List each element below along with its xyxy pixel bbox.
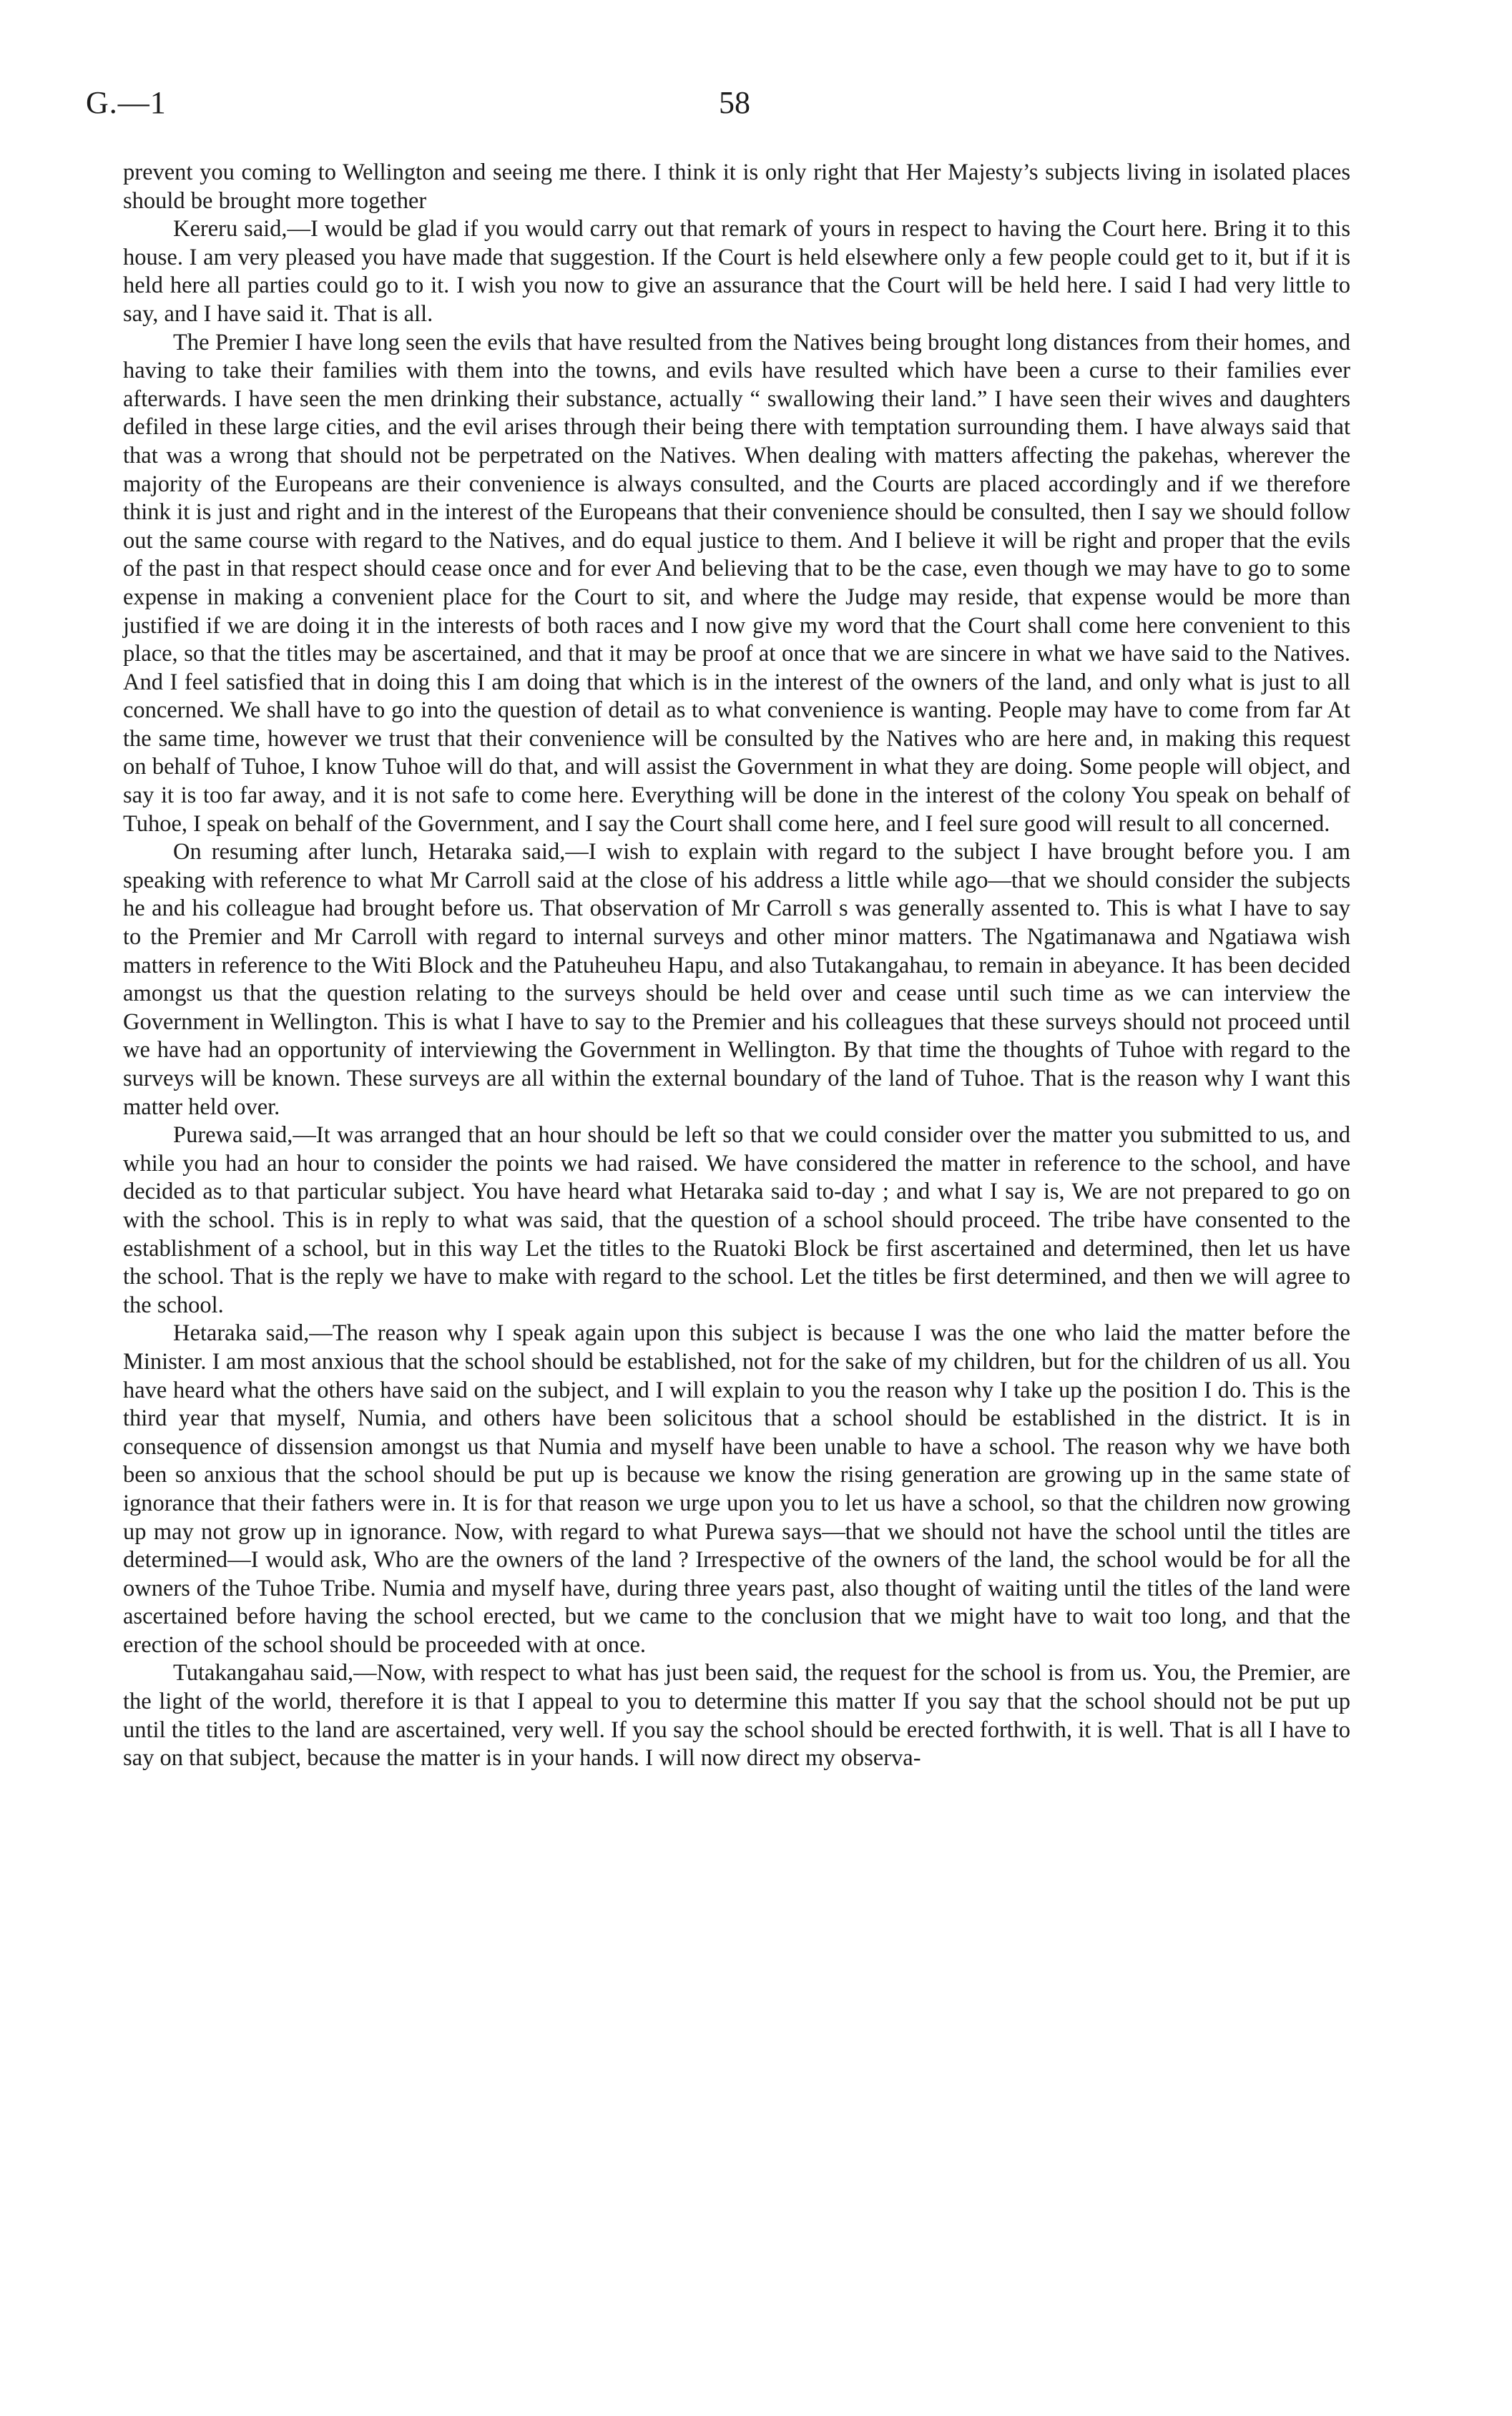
paragraph-kereru: Kereru said,—I would be glad if you would carry out that remark of yours in respect to having the Court here. Bring it to this house. I am very pleased you have made that suggestion. If the Court is held elsewhere only a few people could get to it, but if it is held here all parties could go to it. I wish you now to give an assurance that the Court will be held here. I said I had very little to say, and I have said it. That is all. <box>123 216 1350 327</box>
paragraph-hetaraka-school: Hetaraka said,—The reason why I speak again upon this subject is because I was the one who laid the matter before the Minister. I am most anxious that the school should be established, not for the sake of my children, but for the children of us all. You have heard what the others have said on the subject, and I will explain to you the reason why I take up the position I do. This is the third year that myself, Numia, and others have been solicitous that a school should be established in the district. It is in consequence of dissension amongst us that Numia and myself have been unable to have a school. The reason why we have both been so anxious that the school should be put up is because we know the rising generation are growing up in the same state of ignorance that their fathers were in. It is for that reason we urge upon you to let us have a school, so that the children now growing up may not grow up in ignorance. Now, with regard to what Purewa says—that we should not have the school until the titles are determined—I would ask, Who are the owners of the land ? Irrespective of the owners of the land, the school would be for all the owners of the Tuhoe Tribe. Numia and myself have, during three years past, also thought of waiting until the titles of the land were ascertained before having the school erected, but we came to the conclusion that we might have to wait too long, and that the erection of the school should be proceeded with at once. <box>123 1320 1350 1658</box>
body-text <box>123 159 1350 1773</box>
paragraph-tutakangahau: Tutakangahau said,—Now, with respect to what has just been said, the request for the school is from us. You, the Premier, are the light of the world, therefore it is that I appeal to you to determine this matter If you say that the school should not be put up until the titles to the land are ascertained, very well. If you say the school should be erected forthwith, it is well. That is all I have to say on that subject, because the matter is in your hands. I will now direct my observa- <box>123 1660 1350 1772</box>
paragraph-hetaraka-surveys: On resuming after lunch, Hetaraka said,—I wish to explain with regard to the subject I have brought before you. I am speaking with reference to what Mr Carroll said at the close of his address a little while ago—that we should consider the subjects he and his colleague had brought before us. That observation of Mr Carroll s was generally assented to. This is what I have to say to the Premier and Mr Carroll with regard to internal surveys and other minor matters. The Ngatimanawa and Ngatiawa wish matters in reference to the Witi Block and the Patuheuheu Hapu, and also Tutakangahau, to remain in abeyance. It has been decided amongst us that the question relating to the surveys should be held over and cease until such time as we can interview the Government in Wellington. This is what I have to say to the Premier and his colleagues that these surveys should not proceed until we have had an opportunity of interviewing the Government in Wellington. By that time the thoughts of Tuhoe with regard to the surveys will be known. These surveys are all within the external boundary of the land of Tuhoe. That is the reason why I want this matter held over. <box>123 839 1350 1120</box>
paragraph-purewa: Purewa said,—It was arranged that an hour should be left so that we could consider over the matter you submitted to us, and while you had an hour to consider the points we had raised. We have considered the matter in reference to the school, and have decided as to that particular subject. You have heard what Hetaraka said to-day ; and what I say is, We are not prepared to go on with the school. This is in reply to what was said, that the question of a school should proceed. The tribe have consented to the establishment of a school, but in this way Let the titles to the Ruatoki Block be first ascertained and determined, then let us have the school. That is the reply we have to make with regard to the school. Let the titles be first determined, and then we will agree to the school. <box>123 1122 1350 1318</box>
document-id: G.—1 <box>86 85 167 120</box>
page-header <box>86 84 1359 127</box>
paragraph-premier: The Premier I have long seen the evils that have resulted from the Natives being brought long distances from their homes, and having to take their families with them into the towns, and evils have resulted which have been a curse to their families ever afterwards. I have seen the men drinking their substance, actually “ swallowing their land.” I have seen their wives and daughters defiled in these large cities, and the evil arises through their being there with temptation surrounding them. I have always said that that was a wrong that should not be perpetrated on the Natives. When dealing with matters affecting the pakehas, wherever the majority of the Europeans are their convenience is always consulted, and the Courts are placed accordingly and if we therefore think it is just and right and in the interest of the Europeans that their convenience should be consulted, then I say we should follow out the same course with regard to the Natives, and do equal justice to them. And I believe it will be right and proper that the evils of the past in that respect should cease once and for ever And believing that to be the case, even though we may have to go to some expense in making a convenient place for the Court to sit, and where the Judge may reside, that expense would be more than justified if we are doing it in the interests of both races and I now give my word that the Court shall come here convenient to this place, so that the titles may be ascertained, and that it may be proof at once that we are sincere in what we have said to the Natives. And I feel satisfied that in doing this I am doing that which is in the interest of the owners of the land, and only what is just to all concerned. We shall have to go into the question of detail as to what convenience is wanting. People may have to come from far At the same time, however we trust that their convenience will be consulted by the Natives who are here and, in making this request on behalf of Tuhoe, I know Tuhoe will do that, and will assist the Government in what they are doing. Some people will object, and say it is too far away, and it is not safe to come here. Everything will be done in the interest of the colony You speak on behalf of Tuhoe, I speak on behalf of the Government, and I say the Court shall come here, and I feel sure good will result to all concerned. <box>123 329 1350 837</box>
paragraph-continued: prevent you coming to Wellington and seeing me there. I think it is only right that Her Majesty’s subjects living in isolated places should be brought more together <box>123 159 1350 214</box>
page-number: 58 <box>719 85 750 120</box>
